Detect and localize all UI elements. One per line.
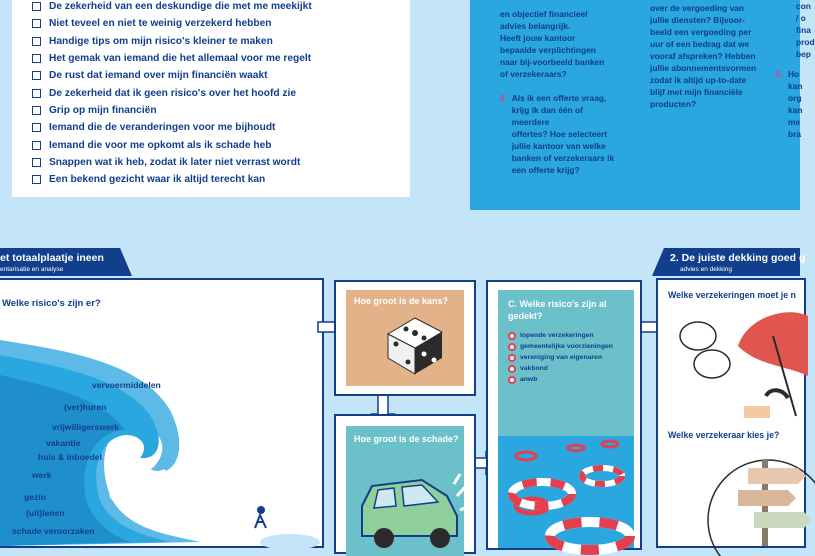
faq-line: org bbox=[788, 93, 802, 103]
faq-line: bep bbox=[796, 49, 811, 59]
coverage-label: gemeentelijke voorzieningen bbox=[520, 343, 613, 350]
checklist-item[interactable] bbox=[32, 102, 312, 119]
faq-line: bepaalde verplichtingen bbox=[500, 45, 596, 55]
faq-line: me bbox=[788, 117, 801, 127]
probability-title: Hoe groot is de kans? bbox=[354, 296, 449, 306]
faq-line: naar bij-voorbeeld banken bbox=[500, 57, 605, 67]
insurance-question: Welke verzekeringen moet je n bbox=[668, 290, 796, 300]
checkbox[interactable] bbox=[32, 54, 41, 63]
coverage-title: C. Welke risico's zijn al gedekt? bbox=[508, 299, 607, 321]
checklist-item-label: Iemand die de veranderingen voor me bijhoudt bbox=[49, 122, 276, 134]
life-buoy-icon bbox=[508, 332, 516, 340]
risk-label: huis & inboedel bbox=[38, 452, 102, 462]
checkbox[interactable] bbox=[32, 123, 41, 132]
advice-panel bbox=[656, 278, 806, 548]
checklist-item[interactable] bbox=[32, 0, 312, 15]
faq-line: jullie diensten? Bijvoor- bbox=[650, 15, 745, 25]
faq-line: beeld een vergoeding per bbox=[650, 27, 752, 37]
checkbox[interactable] bbox=[32, 141, 41, 150]
faq-line: een offerte krijg? bbox=[511, 165, 580, 175]
checklist-item-label: Het gemak van iemand die het allemaal voor me regelt bbox=[49, 53, 312, 65]
coverage-list bbox=[508, 330, 613, 385]
checklist-item-label: De rust dat iemand over mijn financiën waakt bbox=[49, 70, 268, 82]
checklist-item-label: Iemand die voor me opkomt als ik schade heb bbox=[49, 139, 272, 151]
faq-line: kan bbox=[788, 81, 803, 91]
checklist-item-label: Een bekend gezicht waar ik altijd terecht kan bbox=[49, 174, 266, 186]
faq-line: blijf met mijn financiële bbox=[650, 87, 743, 97]
question-number: 2. bbox=[500, 93, 507, 103]
section-2-subtitle: advies en dekking bbox=[680, 266, 733, 273]
faq-line: Ho bbox=[788, 69, 800, 79]
checklist-item[interactable] bbox=[32, 67, 312, 84]
faq-line: bra bbox=[788, 129, 802, 139]
coverage-label: anwb bbox=[520, 376, 538, 383]
car-crash-icon bbox=[342, 466, 472, 542]
checkbox[interactable] bbox=[32, 106, 41, 115]
faq-column-1 bbox=[500, 8, 620, 176]
coverage-item bbox=[508, 330, 613, 341]
faq-line: uur of een bedrag dat we bbox=[650, 39, 750, 49]
risk-label: vakantie bbox=[46, 438, 81, 448]
checklist-item-label: Niet teveel en niet te weinig verzekerd hebben bbox=[49, 18, 272, 30]
damage-card bbox=[334, 414, 476, 554]
risk-panel bbox=[0, 278, 324, 548]
life-buoy-icon bbox=[508, 376, 516, 384]
faq-line: con bbox=[796, 1, 811, 11]
question-number: 5. bbox=[776, 69, 783, 79]
faq-line: krijg ik dan één of meerdere bbox=[511, 105, 583, 127]
checklist-item[interactable] bbox=[32, 136, 312, 153]
faq-line: of verzekeraars? bbox=[500, 69, 567, 79]
wave-illustration bbox=[0, 280, 322, 546]
faq-line: jullie abonnementsvormen bbox=[650, 63, 757, 73]
risk-label: gezin bbox=[24, 492, 46, 502]
checklist-item-label: De zekerheid dat ik geen risico's over het hoofd zie bbox=[49, 87, 296, 99]
tab-arrow bbox=[120, 248, 132, 276]
section-1-title: et totaalplaatje ineen bbox=[0, 252, 104, 264]
checkbox[interactable] bbox=[32, 71, 41, 80]
checklist-item[interactable] bbox=[32, 50, 312, 67]
checklist-item-label: Grip op mijn financiën bbox=[49, 104, 157, 116]
signpost-illustration bbox=[698, 450, 808, 546]
faq-line: over de vergoeding van bbox=[650, 3, 745, 13]
section-1-tab bbox=[0, 248, 120, 276]
life-buoy-icon bbox=[508, 365, 516, 373]
checkbox[interactable] bbox=[32, 19, 41, 28]
checklist bbox=[32, 0, 312, 188]
coverage-label: vereniging van eigenaren bbox=[520, 354, 602, 361]
faq-line: zodat ik altijd up-to-date bbox=[650, 75, 747, 85]
risk-label: (uit)lenen bbox=[26, 508, 65, 518]
checklist-item-label: Snappen wat ik heb, zodat ik later niet verrast wordt bbox=[49, 156, 301, 168]
coverage-label: vakbond bbox=[520, 365, 548, 372]
faq-line: Als ik een offerte vraag, bbox=[511, 93, 607, 103]
checkbox[interactable] bbox=[32, 37, 41, 46]
checklist-item[interactable] bbox=[32, 154, 312, 171]
coverage-item bbox=[508, 341, 613, 352]
faq-line: vooraf afspreken? Hebben bbox=[650, 51, 756, 61]
life-buoy-icon bbox=[508, 343, 516, 351]
section-1-subtitle: entarisatie en analyse bbox=[0, 266, 64, 273]
faq-line: offertes? Hoe selecteert bbox=[511, 129, 608, 139]
dice-icon bbox=[380, 312, 450, 378]
faq-line: advies belangrijk. bbox=[500, 21, 571, 31]
faq-line: prod bbox=[796, 37, 815, 47]
checklist-item-label: Handige tips om mijn risico's kleiner te maken bbox=[49, 35, 273, 47]
damage-title: Hoe groot is de schade? bbox=[354, 434, 459, 444]
faq-line: producten? bbox=[650, 99, 697, 109]
risk-label: vrijwilligerswerk bbox=[52, 422, 119, 432]
risk-question: Welke risico's zijn er? bbox=[2, 298, 101, 309]
coverage-label: lopende verzekeringen bbox=[520, 332, 594, 339]
section-2-tab bbox=[664, 248, 806, 276]
risk-label: vervoermiddelen bbox=[92, 380, 161, 390]
faq-line: banken of verzekeraars ik bbox=[511, 153, 615, 163]
faq-column-2 bbox=[650, 2, 780, 110]
section-2-title: 2. De juiste dekking goed g bbox=[670, 252, 806, 264]
coverage-item bbox=[508, 374, 613, 385]
insurer-question: Welke verzekeraar kies je? bbox=[668, 430, 780, 440]
faq-panel bbox=[470, 0, 815, 210]
risk-label: (ver)huren bbox=[64, 402, 107, 412]
checklist-item[interactable] bbox=[32, 171, 312, 188]
probability-card bbox=[334, 280, 476, 396]
faq-line: / o bbox=[796, 13, 806, 23]
faq-line: fina bbox=[796, 25, 811, 35]
faq-line: jullie kantoor van welke bbox=[511, 141, 606, 151]
coverage-item bbox=[508, 352, 613, 363]
checklist-item[interactable] bbox=[32, 33, 312, 50]
checkbox[interactable] bbox=[32, 158, 41, 167]
checkbox[interactable] bbox=[32, 2, 41, 11]
checklist-item[interactable] bbox=[32, 84, 312, 101]
checkbox[interactable] bbox=[32, 175, 41, 184]
risk-label: werk bbox=[32, 470, 52, 480]
tab-arrow bbox=[652, 248, 664, 276]
life-buoy-icon bbox=[508, 354, 516, 362]
checklist-item[interactable] bbox=[32, 119, 312, 136]
coverage-card bbox=[486, 280, 642, 550]
risk-label: schade veroorzaken bbox=[12, 526, 95, 536]
faq-line: kan bbox=[788, 105, 803, 115]
checklist-card bbox=[12, 0, 410, 197]
checkbox[interactable] bbox=[32, 89, 41, 98]
faq-line: en objectief financieel bbox=[500, 9, 588, 19]
coverage-item bbox=[508, 363, 613, 374]
checklist-item-label: De zekerheid van een deskundige die met me meekijkt bbox=[49, 1, 312, 13]
faq-line: Heeft jouw kantoor bbox=[500, 33, 576, 43]
umbrella-illustration bbox=[678, 306, 804, 426]
life-buoys-illustration bbox=[498, 432, 634, 548]
checklist-item[interactable] bbox=[32, 15, 312, 32]
faq-column-3 bbox=[776, 0, 815, 140]
